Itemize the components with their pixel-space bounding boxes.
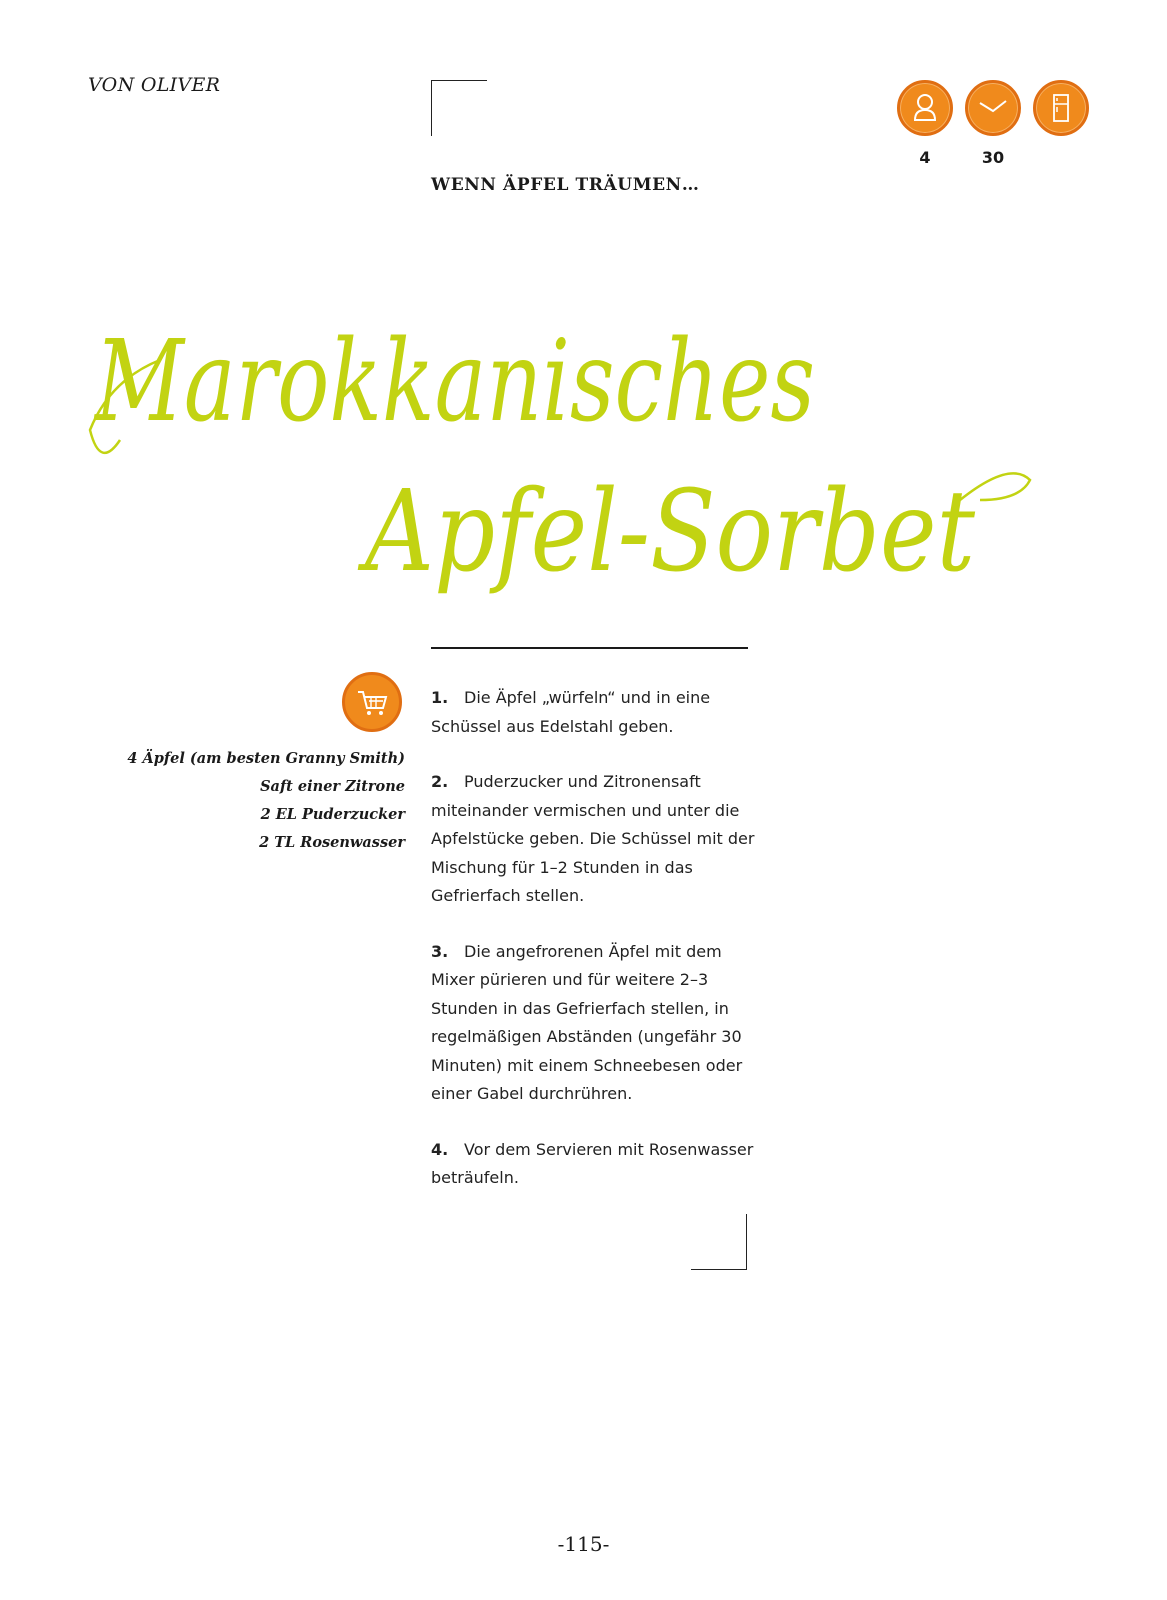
step-text: Die angefrorenen Äpfel mit dem Mixer pürieren und für weitere 2–3 Stunden in das Gefrierfach stellen, in regelmäßigen Abständen (ungefähr 30 Minuten) mit einem Schneebesen oder einer Gabel durchrühren. <box>431 941 743 1103</box>
instruction-steps <box>431 684 761 1220</box>
storage-badge <box>1033 80 1089 136</box>
instruction-step <box>431 768 761 911</box>
clock-icon <box>968 83 1018 133</box>
step-number: 2. <box>431 772 449 791</box>
title-line-1: Marokkanisches <box>93 317 815 447</box>
ingredient-item: 4 Äpfel (am besten Granny Smith) <box>127 750 405 767</box>
section-kicker: WENN ÄPFEL TRÄUMEN… <box>431 175 700 195</box>
servings-value: 4 <box>919 148 931 167</box>
title-flourish <box>90 360 160 453</box>
shopping-badge <box>342 672 402 732</box>
instruction-step <box>431 1136 761 1193</box>
author-label: VON OLIVER <box>88 74 221 96</box>
person-icon <box>900 83 950 133</box>
fridge-icon <box>1036 83 1086 133</box>
title-flourish-2 <box>960 473 1030 500</box>
step-text: Die Äpfel „würfeln“ und in eine Schüssel aus Edelstahl geben. <box>431 688 711 736</box>
step-text: Vor dem Servieren mit Rosenwasser beträufeln. <box>431 1139 754 1187</box>
title-line-2: Apfel-Sorbet <box>357 467 976 597</box>
time-badge <box>965 80 1021 136</box>
page-number: -115- <box>557 1532 610 1556</box>
instruction-step <box>431 938 761 1109</box>
ingredient-item: 2 EL Puderzucker <box>260 806 405 823</box>
step-number: 1. <box>431 688 449 707</box>
step-number: 4. <box>431 1139 449 1159</box>
step-text: Puderzucker und Zitronensaft miteinander vermischen und unter die Apfelstücke geben. Die Schüssel mit der Mischung für 1–2 Stunden in das Gefrierfach stellen. <box>431 772 755 905</box>
ingredient-item: 2 TL Rosenwasser <box>259 834 405 851</box>
recipe-badges <box>897 80 1097 175</box>
ingredient-list <box>120 745 405 857</box>
title-rule <box>431 647 748 649</box>
time-value: 30 <box>981 148 1005 167</box>
instruction-step <box>431 684 761 741</box>
servings-badge <box>897 80 953 136</box>
step-number: 3. <box>431 941 449 961</box>
ingredient-item: Saft einer Zitrone <box>260 778 405 795</box>
corner-mark-top-left <box>431 80 487 136</box>
corner-mark-bottom-right <box>691 1214 747 1270</box>
cart-icon <box>345 675 399 729</box>
